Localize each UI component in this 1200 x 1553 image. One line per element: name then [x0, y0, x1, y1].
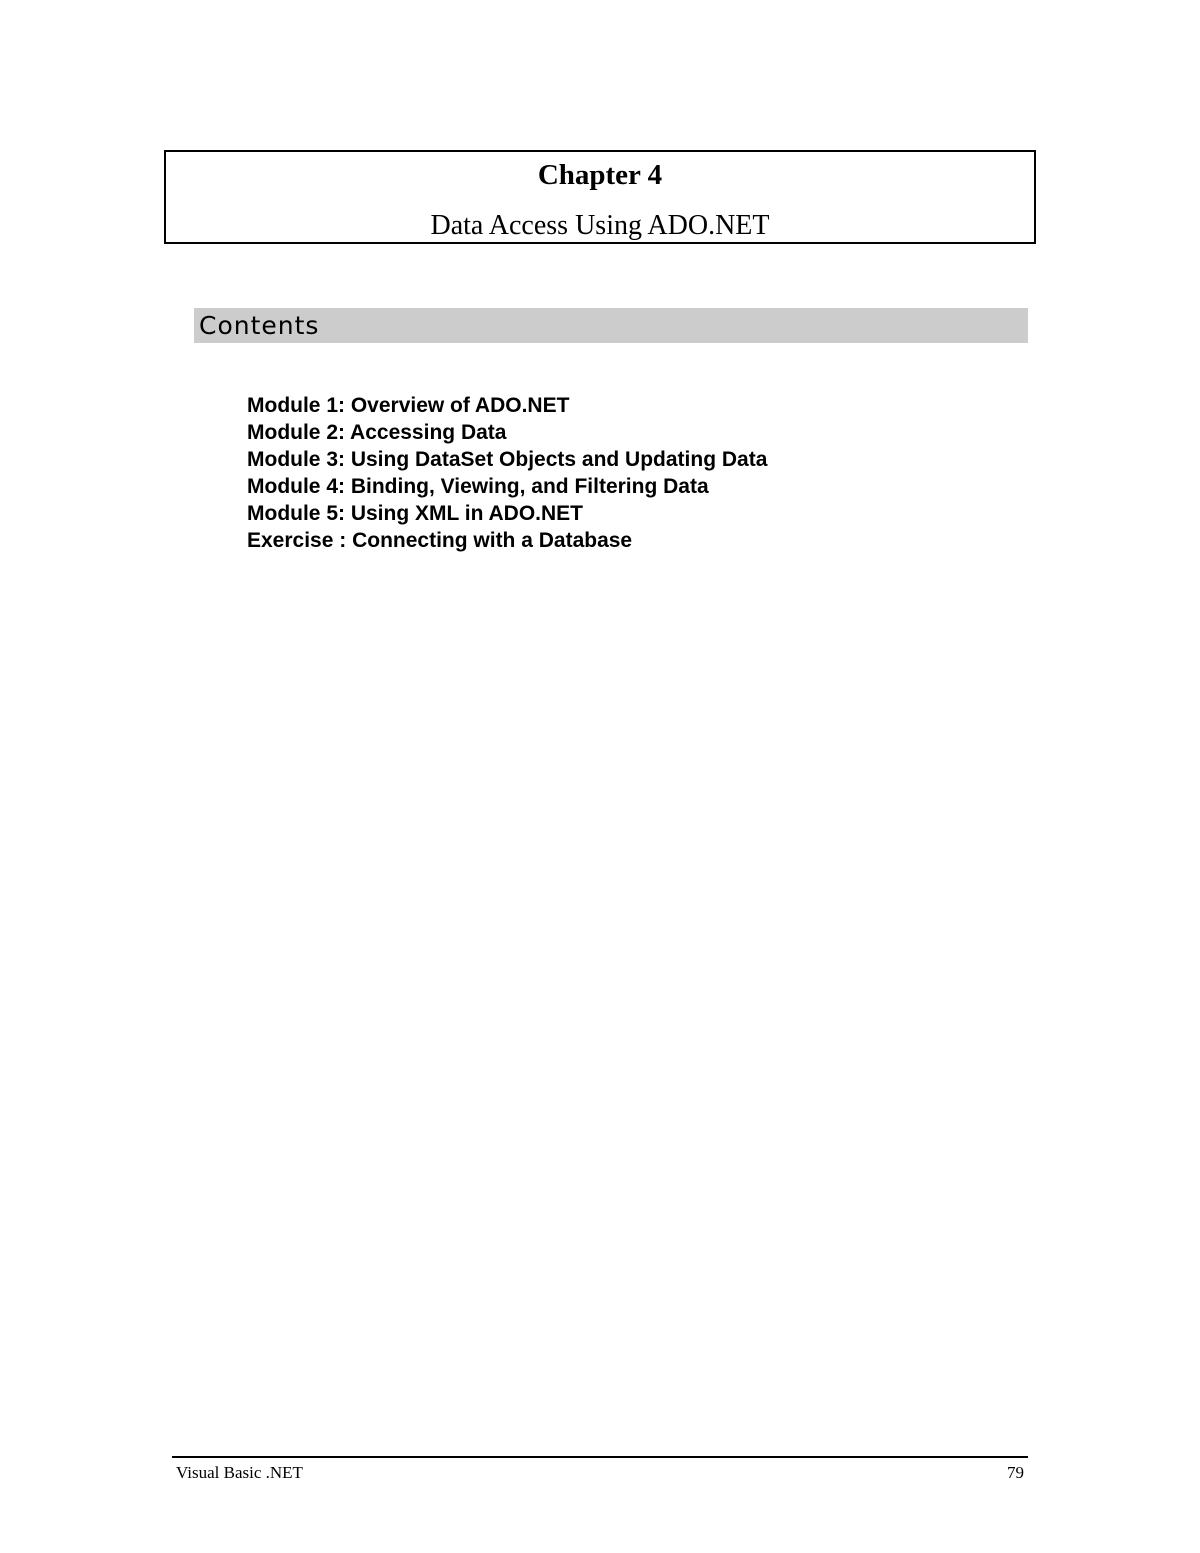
contents-list [247, 392, 767, 554]
contents-item-module-2: Module 2: Accessing Data [247, 421, 507, 444]
chapter-header-box [164, 150, 1036, 244]
chapter-title: Data Access Using ADO.NET [430, 210, 770, 241]
contents-heading: Contents [194, 308, 1028, 343]
footer-page-number: 79 [1007, 1463, 1024, 1482]
footer-divider [172, 1456, 1028, 1458]
chapter-number: Chapter 4 [537, 159, 663, 191]
contents-item-exercise: Exercise : Connecting with a Database [247, 529, 633, 552]
footer-book-title: Visual Basic .NET [176, 1463, 303, 1482]
contents-item-module-4: Module 4: Binding, Viewing, and Filtering Data [247, 475, 709, 498]
contents-item-module-1: Module 1: Overview of ADO.NET [247, 394, 570, 417]
contents-item-module-5: Module 5: Using XML in ADO.NET [247, 502, 583, 525]
contents-item-module-3: Module 3: Using DataSet Objects and Updating Data [247, 448, 768, 471]
